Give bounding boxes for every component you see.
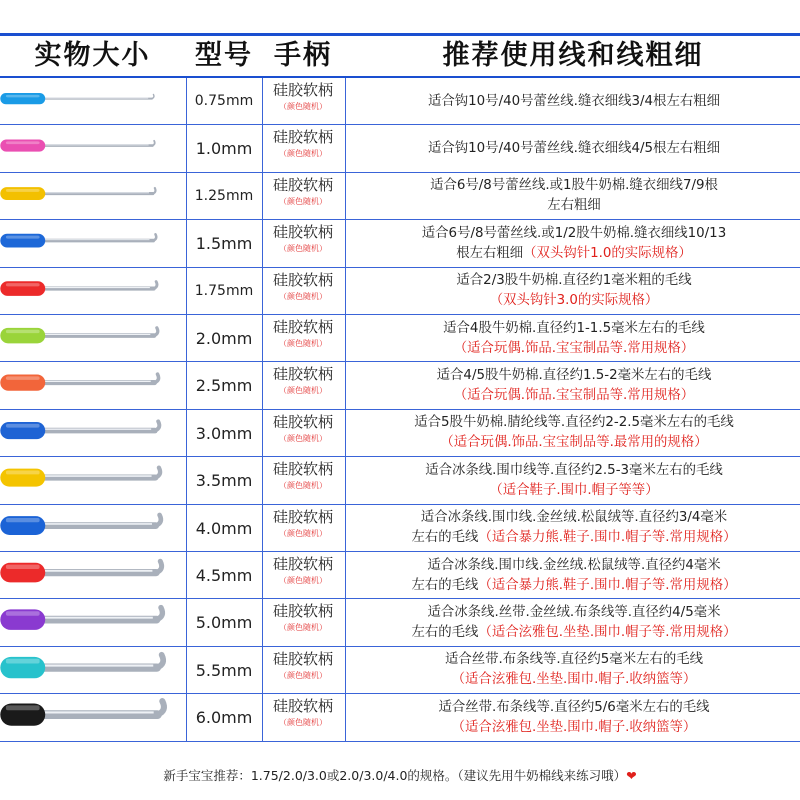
table-row — [0, 457, 800, 504]
recommendation-line — [427, 556, 720, 576]
row-divider — [0, 741, 800, 742]
heart-icon: ❤ — [626, 768, 637, 783]
recommendation — [364, 647, 784, 694]
column-divider — [345, 505, 346, 551]
column-divider — [186, 505, 187, 551]
column-divider — [345, 268, 346, 314]
column-divider — [262, 315, 263, 361]
recommendation-line — [443, 319, 705, 339]
column-divider — [345, 457, 346, 503]
recommendation-line — [428, 603, 721, 623]
recommendation — [364, 315, 784, 362]
handle-label: 硅胶软柄 — [272, 507, 333, 526]
yarn-description: 适合4/5股牛奶棉.直径约1.5-2毫米左右的毛线 — [436, 368, 712, 384]
column-divider — [186, 362, 187, 408]
recommendation-line — [421, 508, 727, 528]
recommendation — [364, 173, 784, 220]
recommendation-line — [428, 139, 720, 159]
recommendation-line — [454, 386, 694, 406]
column-divider — [186, 647, 187, 693]
yarn-description: 适合丝带.布条线等.直径约5/6毫米左右的毛线 — [438, 699, 710, 715]
handle-type — [263, 270, 343, 304]
handle-label: 硅胶软柄 — [272, 223, 333, 242]
handle-type — [263, 175, 343, 209]
column-divider — [345, 125, 346, 171]
handle-label: 硅胶软柄 — [272, 555, 333, 573]
handle-color-note: （颜色随机） — [279, 576, 327, 585]
recommendation-line — [438, 698, 709, 718]
column-divider — [186, 315, 187, 361]
handle-label: 硅胶软柄 — [272, 602, 333, 621]
yarn-description: 适合冰条线.丝带.金丝绒.布条线等.直径约4/5毫米 — [427, 605, 721, 621]
column-divider — [345, 78, 346, 124]
column-divider — [186, 599, 187, 645]
recommendation-line — [454, 339, 694, 359]
header-handle: 手柄 — [274, 40, 332, 71]
yarn-description: 适合6号/8号蕾丝线.或1/2股牛奶棉.缝衣细线10/13 — [421, 225, 727, 241]
column-divider — [262, 125, 263, 171]
column-divider — [186, 457, 187, 503]
handle-label: 硅胶软柄 — [272, 270, 333, 289]
crochet-hook-blue-icon — [0, 78, 185, 125]
yarn-description: 适合冰条线.围巾线等.直径约2.5-3毫米左右的毛线 — [425, 462, 723, 478]
recommendation — [364, 505, 784, 552]
yarn-description: 左右的毛线 — [411, 530, 479, 546]
recommendation-line — [445, 650, 703, 670]
size-label: 6.0mm — [195, 708, 253, 728]
size-label: 1.5mm — [195, 234, 253, 254]
usage-note: （适合暴力熊.鞋子.围巾.帽子等.常用规格） — [478, 530, 737, 546]
table-row — [0, 647, 800, 694]
table-row — [0, 410, 800, 457]
column-divider — [186, 268, 187, 314]
handle-label: 硅胶软柄 — [272, 175, 333, 194]
column-divider — [262, 599, 263, 645]
size-label: 1.0mm — [195, 139, 253, 159]
recommendation-line — [490, 291, 659, 311]
column-divider — [186, 125, 187, 171]
recommendation-line — [425, 461, 723, 481]
handle-type — [263, 412, 343, 446]
handle-type — [263, 459, 343, 493]
recommendation — [364, 552, 784, 599]
table-row — [0, 505, 800, 552]
yarn-description: 适合丝带.布条线等.直径约5毫米左右的毛线 — [444, 652, 704, 668]
recommendation — [364, 125, 784, 172]
recommendation — [364, 410, 784, 457]
usage-note: （适合泫雅包.坐垫.围巾.帽子.收纳篮等） — [451, 672, 697, 688]
recommendation-line — [489, 481, 658, 501]
handle-label: 硅胶软柄 — [272, 128, 333, 147]
column-divider — [262, 647, 263, 693]
handle-type — [263, 317, 343, 351]
yarn-description: 适合冰条线.围巾线.金丝绒.松鼠绒等.直径约3/4毫米 — [420, 510, 728, 526]
handle-type — [263, 696, 343, 730]
recommendation — [364, 599, 784, 646]
usage-note: （双头钩针3.0的实际规格） — [489, 293, 659, 309]
usage-note: （适合暴力熊.鞋子.围巾.帽子等.常用规格） — [478, 577, 737, 593]
column-divider — [345, 694, 346, 740]
header-model: 型号 — [195, 40, 253, 71]
crochet-hook-red-icon — [0, 552, 185, 599]
handle-label: 硅胶软柄 — [272, 81, 333, 99]
column-divider — [262, 362, 263, 408]
handle-type — [263, 649, 343, 683]
handle-type — [263, 127, 343, 161]
handle-color-note: （颜色随机） — [279, 149, 327, 159]
table-row — [0, 78, 800, 125]
column-divider — [345, 552, 346, 598]
size-label: 5.5mm — [195, 660, 253, 680]
size-label: 2.0mm — [195, 329, 253, 348]
crochet-hook-orange-icon — [0, 362, 185, 409]
column-divider — [345, 410, 346, 456]
yarn-description: 左右的毛线 — [411, 625, 479, 641]
crochet-hook-blue-icon — [0, 220, 185, 267]
recommendation-line — [452, 718, 697, 738]
yarn-description: 适合2/3股牛奶棉.直径约1毫米粗的毛线 — [456, 273, 692, 289]
table-row — [0, 552, 800, 599]
column-divider — [262, 78, 263, 124]
handle-type — [263, 507, 343, 541]
yarn-description: 适合钩10号/40号蕾丝线.缝衣细线4/5根左右粗细 — [427, 141, 721, 157]
usage-note: （适合泫雅包.坐垫.围巾.帽子等.常用规格） — [478, 625, 737, 641]
handle-color-note: （颜色随机） — [279, 244, 327, 254]
size-label: 1.75mm — [194, 282, 254, 299]
recommendation-line — [430, 176, 718, 196]
recommendation-line — [411, 623, 736, 643]
beginner-recommendation — [0, 765, 800, 787]
column-divider — [345, 599, 346, 645]
recommendation — [364, 220, 784, 267]
recommendation-line — [411, 576, 736, 596]
usage-note: （适合玩偶.饰品.宝宝制品等.最常用的规格） — [440, 435, 708, 451]
table-row — [0, 125, 800, 172]
yarn-description: 根左右粗细 — [456, 245, 524, 261]
crochet-hook-yellow-icon — [0, 173, 185, 220]
yarn-description: 适合冰条线.围巾线.金丝绒.松鼠绒等.直径约4毫米 — [427, 557, 721, 573]
crochet-hook-purple-icon — [0, 599, 185, 646]
recommendation — [364, 457, 784, 504]
size-label: 4.5mm — [195, 566, 253, 585]
size-label: 1.25mm — [194, 187, 254, 204]
column-divider — [262, 552, 263, 598]
recommendation-line — [437, 366, 712, 386]
usage-note: （适合玩偶.饰品.宝宝制品等.常用规格） — [453, 388, 695, 404]
column-divider — [345, 220, 346, 266]
handle-color-note: （颜色随机） — [279, 196, 327, 206]
recommendation-line — [456, 271, 691, 291]
handle-color-note: （颜色随机） — [279, 670, 327, 680]
yarn-description: 适合钩10号/40号蕾丝线.缝衣细线3/4根左右粗细 — [427, 93, 721, 109]
handle-type — [263, 601, 343, 635]
size-label: 5.0mm — [195, 613, 253, 633]
column-divider — [345, 647, 346, 693]
recommendation — [364, 362, 784, 409]
table-row — [0, 362, 800, 409]
column-divider — [186, 410, 187, 456]
size-label: 3.5mm — [195, 471, 253, 491]
handle-type — [263, 222, 343, 256]
recommendation-line — [411, 528, 736, 548]
column-divider — [262, 410, 263, 456]
yarn-description: 适合6号/8号蕾丝线.或1股牛奶棉.缝衣细线7/9根 — [430, 178, 718, 194]
size-label: 3.0mm — [195, 423, 253, 443]
recommendation-line — [456, 244, 692, 264]
usage-note: （双头钩针1.0的实际规格） — [523, 245, 692, 261]
recommendation-line — [440, 433, 707, 453]
header-actual-size: 实物大小 — [34, 40, 151, 71]
handle-label: 硅胶软柄 — [272, 460, 333, 479]
table-row — [0, 315, 800, 362]
handle-label: 硅胶软柄 — [272, 649, 333, 668]
column-divider — [262, 173, 263, 219]
column-divider — [186, 694, 187, 740]
column-divider — [186, 220, 187, 266]
handle-color-note: （颜色随机） — [279, 718, 327, 728]
table-row — [0, 599, 800, 646]
crochet-hook-blue-icon — [0, 505, 185, 552]
recommendation-line — [547, 196, 601, 216]
recommendation-line — [428, 92, 720, 112]
handle-color-note: （颜色随机） — [279, 386, 327, 396]
table-row — [0, 268, 800, 315]
table-row — [0, 173, 800, 220]
handle-color-note: （颜色随机） — [279, 102, 327, 111]
handle-color-note: （颜色随机） — [279, 433, 327, 443]
usage-note: （适合玩偶.饰品.宝宝制品等.常用规格） — [453, 340, 695, 356]
footer-text: 新手宝宝推荐：1.75/2.0/3.0或2.0/3.0/4.0的规格。（建议先用牛奶棉线来练习哦） — [163, 768, 627, 783]
crochet-hook-cyan-icon — [0, 647, 185, 694]
header-recommend: 推荐使用线和线粗细 — [442, 40, 704, 71]
crochet-hook-red-icon — [0, 268, 185, 315]
yarn-description: 左右的毛线 — [411, 577, 479, 593]
size-label: 0.75mm — [194, 93, 254, 109]
column-divider — [345, 315, 346, 361]
size-label: 2.5mm — [195, 376, 253, 396]
size-label: 4.0mm — [195, 518, 253, 538]
handle-label: 硅胶软柄 — [272, 365, 333, 384]
column-divider — [262, 457, 263, 503]
handle-type — [263, 554, 343, 588]
handle-label: 硅胶软柄 — [272, 412, 333, 431]
crochet-hook-green-icon — [0, 315, 185, 362]
crochet-hook-black-icon — [0, 694, 185, 741]
column-divider — [262, 268, 263, 314]
handle-color-note: （颜色随机） — [279, 623, 327, 633]
crochet-hook-blue-icon — [0, 410, 185, 457]
recommendation — [364, 694, 784, 741]
handle-label: 硅胶软柄 — [272, 318, 333, 336]
column-divider — [262, 220, 263, 266]
table-row — [0, 220, 800, 267]
handle-color-note: （颜色随机） — [279, 528, 327, 538]
handle-type — [263, 364, 343, 398]
yarn-description: 左右粗细 — [547, 198, 601, 214]
recommendation-line — [452, 670, 697, 690]
column-divider — [186, 552, 187, 598]
table-header — [0, 36, 800, 76]
handle-color-note: （颜色随机） — [279, 481, 327, 491]
recommendation — [364, 268, 784, 315]
crochet-hook-pink-icon — [0, 125, 185, 172]
recommendation — [364, 78, 784, 125]
yarn-description: 适合4股牛奶棉.直径约1-1.5毫米左右的毛线 — [443, 320, 705, 336]
handle-label: 硅胶软柄 — [272, 697, 333, 716]
column-divider — [345, 173, 346, 219]
yarn-description: 适合5股牛奶棉.腈纶线等.直径约2-2.5毫米左右的毛线 — [414, 415, 734, 431]
column-divider — [345, 362, 346, 408]
table-row — [0, 694, 800, 741]
recommendation-line — [422, 224, 726, 244]
column-divider — [186, 78, 187, 124]
handle-color-note: （颜色随机） — [279, 291, 327, 301]
column-divider — [262, 505, 263, 551]
column-divider — [262, 694, 263, 740]
column-divider — [186, 173, 187, 219]
usage-note: （适合鞋子.围巾.帽子等等） — [489, 482, 659, 498]
usage-note: （适合泫雅包.坐垫.围巾.帽子.收纳篮等） — [451, 719, 697, 735]
handle-color-note: （颜色随机） — [279, 339, 327, 348]
recommendation-line — [414, 413, 734, 433]
handle-type — [263, 80, 343, 114]
crochet-hook-yellow-icon — [0, 457, 185, 504]
